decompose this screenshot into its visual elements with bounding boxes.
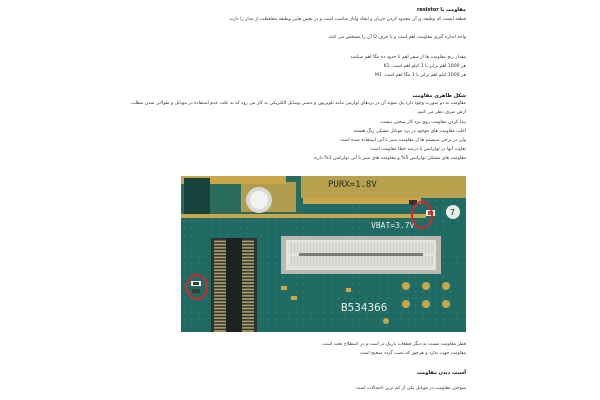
paragraph: واحد اندازه گیری مقاومت اهم است و با حرف Ω آن را مشخص می کنند. bbox=[327, 35, 466, 40]
paragraph: هر 1000 اهم برابر با 1 کیلو اهم است. K1 bbox=[383, 64, 466, 69]
label-board-code: B534366 bbox=[341, 301, 388, 314]
paragraph: هر 1000 کیلو اهم برابر با 1 مگا اهم است. M1 bbox=[374, 73, 466, 78]
paragraph: مقدار رنج مقاومت ها از صفر اهم تا حدود ده مگا اهم میباشد bbox=[350, 55, 466, 60]
section-heading-damage: آسیب دیدن مقاومت bbox=[416, 370, 466, 376]
circuit-board-photo bbox=[181, 176, 466, 332]
label-purx: PURX=1.8V bbox=[328, 180, 377, 190]
paragraph: سوختن مقاومت در موبایل یکی از کم ترین احتمالات است bbox=[355, 386, 466, 391]
paragraph: مقاومت های مشکی تولرانس 5% و مقاومت های سبز یا آبی تولرانس 1% دارند bbox=[313, 156, 466, 161]
marker-number: 7 bbox=[450, 208, 455, 217]
section-heading-appearance: شکل ظاهری مقاومت bbox=[412, 93, 466, 99]
paragraph: تفاوت آنها در تولرانس یا درصد خطا مقاومت است bbox=[370, 147, 466, 152]
paragraph: مقاومت به دو صورت وجود دارد یک نمونه آن در بردهای لوازمی مانند تلویزیون و دستی وسایل الکتریکی به کار می رود که به علت عدم استفاده در موبایل و طولانی شدن مطلب bbox=[130, 101, 466, 106]
paragraph: قطر مقاومت نسبت به دیگر قطعات باریک تر است و در اصطلاح تخت است. bbox=[321, 342, 466, 347]
section-heading-resistor: مقاومت یا resistor bbox=[416, 7, 466, 13]
paragraph: اغلب مقاومت های موجود در برد موبایل مشکی رنگ هستند bbox=[353, 129, 466, 134]
paragraph: پیدا کردن مقاومت روی برد کار سختی نیست. bbox=[379, 120, 466, 125]
paragraph: مقاومت جهت ندارد و هرجور که نصب گردد صحیح است bbox=[360, 351, 466, 356]
paragraph: ولی در برخی سیستم ها از مقاومت سبز یا آبی استفاده شده است bbox=[339, 138, 466, 143]
label-vbat: VBAT=3.7V bbox=[371, 221, 415, 230]
paragraph: قطعه ایست که وظیفه ی آن محدود کردن جریان و ایجاد ولتاژ مناسب است و در بخش هایی وظیفه محافظت از مدار را دارند bbox=[229, 17, 466, 22]
paragraph: ازش صرف نظر می کنیم. bbox=[416, 110, 466, 115]
